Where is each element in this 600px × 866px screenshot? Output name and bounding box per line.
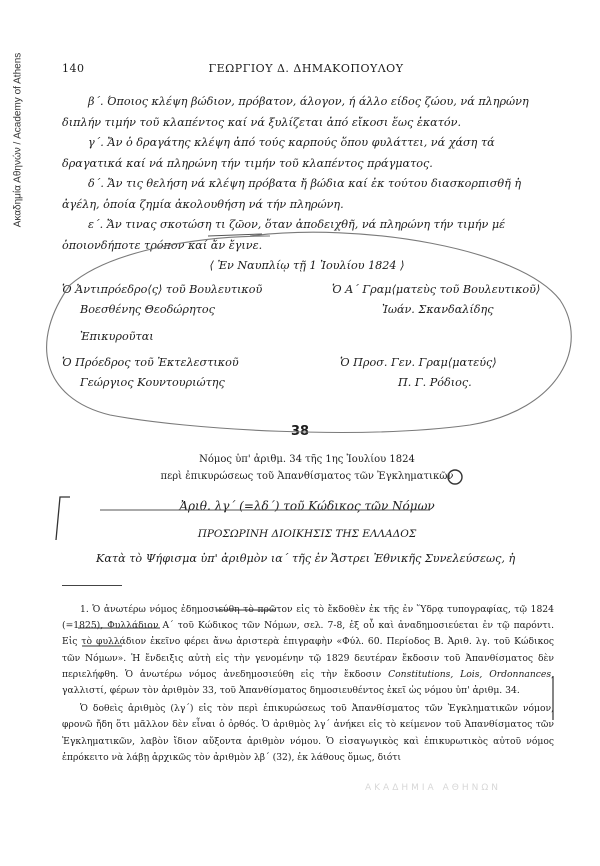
footnote-1-italic: Constitutions, Lois, Ordonnances,: [388, 668, 554, 680]
signature-left2-title: Ὁ Πρόεδρος τοῦ Ἐκτελεστικοῦ: [62, 356, 239, 369]
place-date: ⟨ Ἐν Ναυπλίῳ τῇ 1 Ἰουλίου 1824 ⟩: [209, 259, 405, 272]
signature-right1-name: Ἰωάν. Σκανδαλίδης: [382, 303, 494, 316]
code-line: Ἀριθ. λγ΄ (=λδ΄) τοῦ Κώδικος τῶν Νόμων: [179, 499, 435, 513]
signature-right2-title: Ὁ Προσ. Γεν. Γραμ⟨ματεύς⟩: [340, 356, 497, 369]
footnotes: [62, 602, 554, 766]
page-number: 140: [62, 62, 85, 75]
article-gamma: γ΄. Ἄν ὁ δραγάτης κλέψη ἀπό τούς καρπούς ὅπου φυλάττει, νά χάση τά δραγατικά καί νά πληρώνη τήν τιμήν τοῦ κλαπέντος πράγματος.: [62, 136, 495, 170]
running-title: ΓΕΩΡΓΙΟΥ Δ. ΔΗΜΑΚΟΠΟΥΛΟΥ: [208, 62, 404, 75]
article-epsilon: ε΄. Ἄν τινας σκοτώση τι ζῶον, ὅταν ἀποδειχθῆ, νά πληρώνη τήν τιμήν μέ ὁποιονδήποτε τρόπον καί ἄν ἔγινε.: [62, 218, 506, 252]
decree-line: Κατὰ τὸ Ψήφισμα ὑπ' ἀριθμὸν ια΄ τῆς ἐν Ἄστρει Ἐθνικῆς Συνελεύσεως, ἡ: [96, 552, 516, 565]
footnote-1-text: 1. Ὁ ἀνωτέρω νόμος ἐδημοσιεύθη τὸ πρῶτον εἰς τὸ ἔκδοθὲν ἐκ τῆς ἐν Ὕδρᾳ τυπογραφίας, τῷ 1824 (=1825), Φυλλάδιον Α΄ τοῦ Κώδικος τῶν Νόμων, σελ. 7-8, ἐξ οὗ καὶ ἀναδημοσιεύεται ἐν τῷ παρόντι. Εἰς τὸ φυλλάδιον ἐκεῖνο φέρει ἄνω ἀριστερὰ ἐπιγραφὴν «Φύλ. 60. Περίοδος Β. Ἀριθ. λγ. τοῦ Κώδικος τῶν Νόμων». Ἡ ἔνδειξις αὐτὴ εἰς τὴν γενομένην τῷ 1829 δευτέραν ἔκδοσιν τοῦ Ἀπανθίσματος δὲν περιελήφθη. Ὁ ἀνωτέρω νόμος ἀνεδημοσιεύθη εἰς τὴν ἔκδοσιν: [62, 604, 554, 680]
footnote-2: Ὁ δοθεὶς ἀριθμὸς (λγ΄) εἰς τὸν περὶ ἐπικυρώσεως τοῦ Ἀπανθίσματος τῶν Ἐγκληματικῶν νόμον, φρονῶ ἤδη ὅτι μᾶλλον δὲν εἶναι ὁ ὀρθός. Ὁ ἀριθμὸς λγ΄ ἀνήκει εἰς τὸ κείμενον τοῦ Ἀπανθίσματος τῶν Ἐγκληματικῶν, λαβὸν ἴδιον αὔξοντα ἀριθμὸν νόμου. Ὁ εἰσαγωγικὸς καὶ ἐπικυρωτικὸς αὐτοῦ νόμος ἐπρόκειτο νὰ λάβῃ ἀρχικῶς τὸν ἀριθμὸν λβ΄ (32), ἐκ λάθους ὅμως, διότι: [62, 703, 554, 763]
law-heading-1: Νόμος ὑπ' ἀριθμ. 34 τῆς 1ης Ἰουλίου 1824: [199, 454, 415, 465]
signature-left1-title: Ὁ Ἀντιπρόεδρο⟨ς⟩ τοῦ Βουλευτικοῦ: [62, 283, 263, 296]
footnote-1-tail: γαλλιστί, φέρων τὸν ἀριθμὸν 33, τοῦ Ἀπανθίσματος δημοσιευθέντος ἐκεῖ ὡς νόμου ὑπ' ἀριθμ. 34.: [62, 685, 520, 697]
signature-left1-name: Βοεσθένης Θεοδώρητος: [80, 303, 215, 316]
document-number: 38: [290, 424, 310, 439]
article-beta: β΄. Όποιος κλέψη βώδιον, πρόβατον, άλογον, ή άλλο είδος ζώου, νά πληρώνη διπλήν τιμήν τοῦ κλαπέντος καί νά ξυλίζεται ἀπό εἴκοσι ἕως ἑκατόν.: [62, 95, 529, 129]
footnote-rule: [62, 585, 122, 586]
government-title: ΠΡΟΣΩΡΙΝΗ ΔΙΟΙΚΗΣΙΣ ΤΗΣ ΕΛΛΑΔΟΣ: [197, 528, 417, 540]
signature-right1-title: Ὁ Α΄ Γραμ⟨ματεὺς τοῦ Βουλευτικοῦ⟩: [332, 283, 541, 296]
footnote-1: [62, 602, 554, 699]
law-heading-2: περὶ ἐπικυρώσεως τοῦ Ἀπανθίσματος τῶν Ἐγκληματικῶν: [160, 471, 454, 482]
archive-side-label: Ακαδημία Αθηνών / Academy of Athens: [12, 52, 24, 228]
signature-left2-name: Γεώργιος Κουντουριώτης: [80, 376, 225, 389]
article-delta: δ΄. Ἄν τις θελήση νά κλέψη πρόβατα ἤ βώδια καί ἐκ τούτου διασκορπισθῆ ἡ ἀγέλη, ὁποία ζημία ἀκολουθήση νά τήν πληρώνη.: [62, 177, 522, 211]
confirm-label: Ἐπικυροῦται: [80, 330, 154, 343]
academy-watermark: ΑΚΑΔΗΜΙΑ ΑΘΗΝΩΝ: [365, 783, 501, 793]
signature-right2-name: Π. Γ. Ρόδιος.: [398, 376, 472, 389]
